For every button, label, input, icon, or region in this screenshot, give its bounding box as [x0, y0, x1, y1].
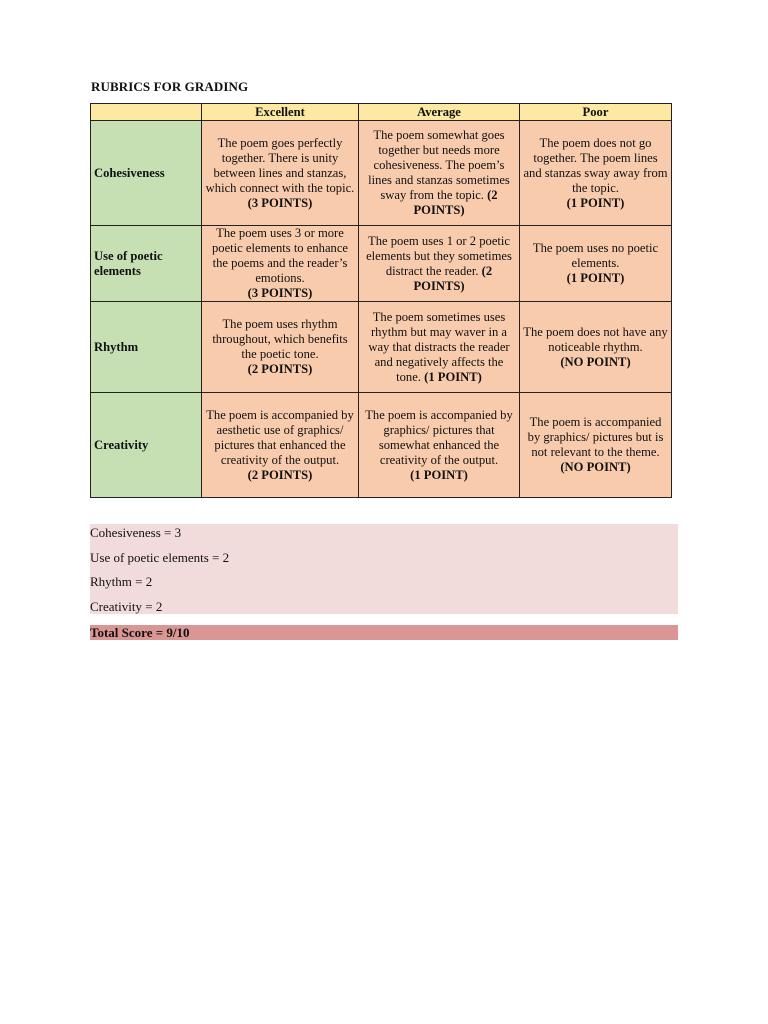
score-cohesiveness: Cohesiveness = 3	[90, 525, 182, 540]
cell-points: (1 POINT)	[424, 369, 482, 384]
criterion-use-of-poetic-elements: Use of poetic elements	[91, 226, 202, 302]
cell-excellent	[202, 226, 359, 302]
criterion-rhythm: Rhythm	[91, 302, 202, 393]
cell-text: The poem goes perfectly together. There is unity between lines and stanzas, which connect with the topic.	[205, 135, 355, 195]
cell-points: (2 POINTS)	[247, 467, 313, 482]
cell-points: (NO POINT)	[560, 460, 631, 474]
cell-points: (1 POINT)	[566, 271, 625, 285]
page-title: RUBRICS FOR GRADING	[91, 79, 249, 94]
total-score: Total Score = 9/10	[90, 625, 678, 640]
cell-text: The poem is accompanied by graphics/ pictures but is not relevant to the theme.	[527, 415, 664, 459]
rubric-table	[90, 103, 672, 498]
score-summary	[90, 524, 678, 614]
header-average: Average	[359, 104, 520, 121]
cell-text: The poem uses no poetic elements.	[532, 241, 659, 270]
cell-excellent	[202, 121, 359, 226]
cell-text: The poem is accompanied by graphics/ pictures that somewhat enhanced the creativity of the output.	[365, 407, 513, 467]
score-poetic-elements: Use of poetic elements = 2	[90, 550, 230, 565]
cell-excellent	[202, 393, 359, 498]
cell-average	[359, 226, 520, 302]
cell-text: The poem uses rhythm throughout, which benefits the poetic tone.	[212, 317, 348, 361]
cell-poor	[520, 302, 672, 393]
cell-excellent	[202, 302, 359, 393]
cell-average	[359, 302, 520, 393]
header-poor: Poor	[520, 104, 672, 121]
header-blank	[91, 104, 202, 121]
cell-points: (1 POINT)	[410, 467, 468, 482]
cell-poor	[520, 121, 672, 226]
cell-points: (2 POINTS)	[413, 263, 493, 293]
criterion-cohesiveness: Cohesiveness	[91, 121, 202, 226]
cell-text: The poem uses 1 or 2 poetic elements but they sometimes distract the reader.	[366, 233, 512, 278]
score-creativity: Creativity = 2	[90, 599, 163, 614]
cell-average	[359, 121, 520, 226]
cell-average	[359, 393, 520, 498]
cell-points: (NO POINT)	[560, 354, 631, 369]
cell-text: The poem sometimes uses rhythm but may waver in a way that distracts the reader and negatively affects the tone.	[368, 309, 510, 384]
cell-poor	[520, 393, 672, 498]
table-row	[91, 393, 672, 498]
score-rhythm: Rhythm = 2	[90, 574, 153, 589]
cell-text: The poem does not go together. The poem lines and stanzas sway away from the topic.	[523, 135, 668, 195]
cell-points: (1 POINT)	[566, 195, 625, 210]
cell-points: (3 POINTS)	[247, 195, 313, 210]
cell-poor	[520, 226, 672, 302]
table-row	[91, 121, 672, 226]
cell-points: (2 POINTS)	[247, 362, 313, 376]
table-row	[91, 302, 672, 393]
cell-points: (3 POINTS)	[247, 286, 313, 300]
cell-text: The poem uses 3 or more poetic elements to enhance the poems and the reader’s emotions.	[211, 226, 349, 285]
header-excellent: Excellent	[202, 104, 359, 121]
criterion-creativity: Creativity	[91, 393, 202, 498]
table-row	[91, 226, 672, 302]
cell-points: (2 POINTS)	[413, 188, 498, 217]
cell-text: The poem does not have any noticeable rhythm.	[523, 324, 668, 354]
cell-text: The poem somewhat goes together but needs more cohesiveness. The poem’s lines and stanzas sometimes sway from the topic.	[368, 128, 510, 202]
cell-text: The poem is accompanied by aesthetic use of graphics/ pictures that enhanced the creativity of the output.	[206, 407, 354, 467]
header-row	[91, 104, 672, 121]
